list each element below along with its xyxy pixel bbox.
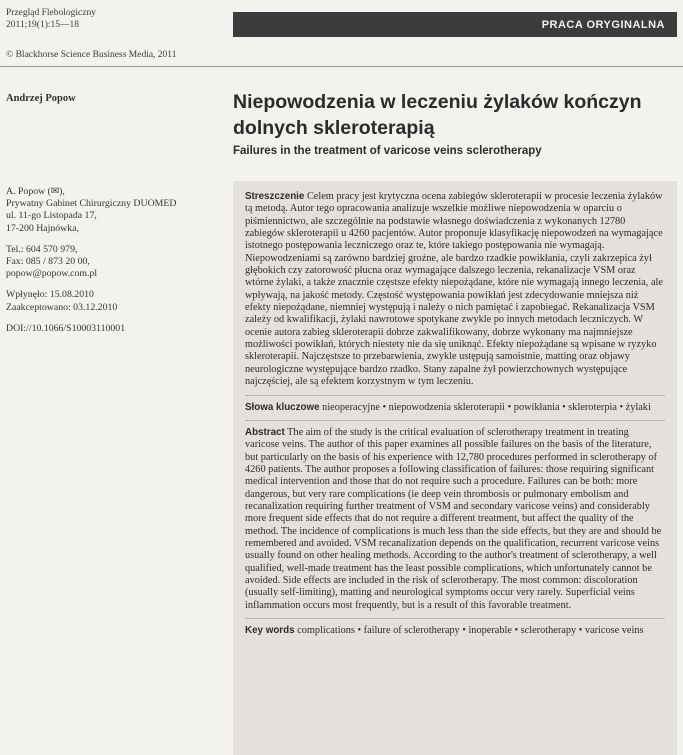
copyright-line: © Blackhorse Science Business Media, 2011: [6, 50, 177, 60]
keywords-pl-text: nieoperacyjne • niepowodzenia skleroterapii • powikłania • skleroterpia • żylaki: [322, 401, 651, 413]
keywords-pl-label: Słowa kluczowe: [245, 401, 320, 413]
keywords-pl: [245, 402, 665, 414]
section-divider: [245, 420, 665, 421]
fax-number: Fax: 085 / 873 20 00,: [6, 256, 90, 268]
abstract-en-text: The aim of the study is the critical evaluation of sclerotherapy treatment in treating varicose veins. The author of this paper examines all possible failures on the basis of the literature, but particularly on the basis of his experience with 12,780 procedures performed in sclerotherapy of 4260 patients. The author proposes a following classification of failures: those requiring significant medical intervention and those that do not require such a procedure. Failures can be both: more dangerous, but very rare complications (ie deep vein thrombosis or pulmonary embolism and recanalization requiring further treatment of VSM and secondary varicose veins) and considerably more frequent side effects that do not require a different treatment, but affect the quality of the method. The incidence of complications is much less than the side effects, but they are and should be remembered and avoided. VSM recanalization depends on the qualification, recurrent varicose veins usually found on other healing methods. According to the author's treatment of sclerotherapy, a well qualified, well-made treatment has the least possible complications, which unfortunately cannot be avoided. Side effects are included in the risk of sclerotherapy. The most common: discoloration (usually self-limiting), matting and neurological symptoms occur very rarely. Superficial veins inflammation occurs most frequently, but is a result of this favorable treatment.: [245, 426, 662, 611]
keywords-en-label: Key words: [245, 625, 295, 636]
article-type-label: PRACA ORYGINALNA: [541, 18, 665, 31]
section-divider: [245, 395, 665, 396]
journal-volume: 2011;19(1):15—18: [6, 19, 80, 30]
abstract-pl-text: Celem pracy jest krytyczna ocena zabiegów skleroterapii w procesie leczenia żylaków tą metodą. Autor tego opracowania analizuje wszelkie możliwe niepowodzenia w oparciu o piśmiennictwo, ale szczególnie na podstawie własnego doświadczenia z wykonanych 12780 zabiegów skleroterapii u 4260 pacjentów. Autor proponuje klasyfikację niepowodzeń na wymagające istotnego postępowania leczniczego oraz te, które takiego postępowania nie wymagają. Niepowodzeniami są zarówno bardziej groźne, ale bardzo rzadkie powikłania, czyli zakrzepica żył głębokich czy zatorowość płucna oraz wymagające dalszego leczenia, rekanalizacje VSM oraz wtórne żylaki, a także znacznie częstsze efekty niepożądane, które nie wymagają innego leczenia, ale wpływają, na jakość metody. Częstość występowania powikłań jest zdecydowanie mniejsza niż efekty niepożądane, niemniej występują i należy o nich pamiętać i zapobiegać. Rekanalizacja VSM zależy od kwalifikacji, żylaki nawrotowe spotykane zwykle po innych metodach leczniczych. W ocenie autora zabieg skleroterapii dobrze zakwalifikowany, dobrze wykonany ma najmniejsze możliwości powikłań, których niestety nie da się uniknąć. Efekty niepożądane są wpisane w ryzyko skleroterapii. Najczęstsze to przebarwienia, zwykle ustępują samoistnie, matting oraz objawy neurologiczne występujące bardzo rzadko. Stany zapalne żył powierzchownych występujące najczęściej, ale są efektem korzystnym w tym leczeniu.: [245, 191, 663, 388]
phone-number: Tel.: 604 570 979,: [6, 243, 78, 255]
doi-line: DOI://10.1066/S10003110001: [6, 322, 126, 334]
received-date: Wpłynęło: 15.08.2010: [6, 289, 94, 301]
article-title: Niepowodzenia w leczeniu żylaków kończyn dolnych skleroterapią: [233, 91, 642, 139]
accepted-date: Zaakceptowano: 03.12.2010: [6, 301, 118, 313]
street-address: ul. 11-go Listopada 17,: [6, 210, 97, 222]
clinic-name: Prywatny Gabinet Chirurgiczny DUOMED: [6, 198, 177, 210]
keywords-en-text: complications • failure of sclerotherapy • inoperable • sclerotherapy • varicose veins: [297, 625, 644, 636]
abstract-box: [233, 181, 677, 755]
author-affiliation: [6, 186, 228, 344]
address-block: [6, 186, 228, 235]
abstract-en-label: Abstract: [245, 426, 285, 438]
keywords-en: [245, 625, 665, 637]
dates-block: [6, 289, 228, 313]
abstract-en: [245, 427, 665, 612]
abstract-pl: [245, 191, 665, 389]
email-address: popow@popow.com.pl: [6, 268, 98, 280]
journal-name: Przegląd Flebologiczny: [6, 8, 96, 18]
section-divider: [245, 618, 665, 619]
journal-info: [6, 8, 96, 31]
author-name: Andrzej Popow: [6, 93, 76, 104]
header-divider: [0, 66, 683, 67]
article-subtitle: Failures in the treatment of varicose veins sclerotherapy: [233, 145, 542, 157]
city-address: 17-200 Hajnówka,: [6, 222, 79, 234]
article-type-banner: [233, 12, 677, 37]
contact-block: [6, 244, 228, 281]
abstract-pl-label: Streszczenie: [245, 191, 305, 202]
contact-name: A. Popow (✉),: [6, 186, 65, 197]
